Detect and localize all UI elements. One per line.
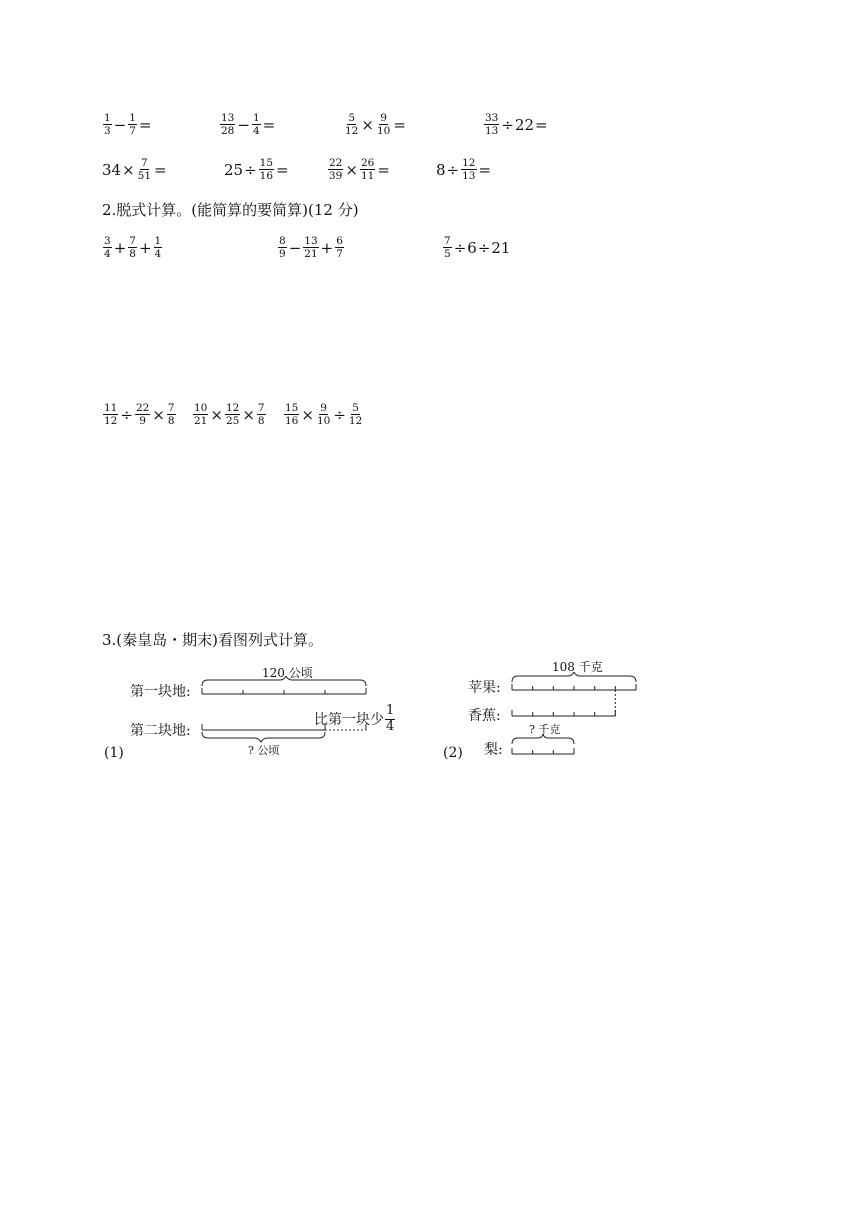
- fraction: $\frac{5}{12}$: [348, 402, 363, 428]
- operator: ÷: [120, 405, 133, 424]
- fraction: $\frac{22}{9}$: [135, 402, 150, 428]
- fraction: $\frac{12}{13}$: [462, 157, 476, 183]
- operator: ÷: [453, 238, 467, 257]
- fraction: $\frac{15}{16}$: [285, 402, 299, 428]
- fraction: $\frac{5}{12}$: [345, 112, 359, 138]
- operator: ÷: [333, 405, 346, 424]
- fraction: $\frac{7}{8}$: [129, 235, 136, 261]
- equals-sign: =: [535, 115, 548, 134]
- diagram-2-top-value: 108 千克: [552, 660, 603, 674]
- operator: −: [113, 115, 127, 134]
- equals-sign: =: [393, 115, 406, 134]
- diagram-2-pear-label: 梨:: [484, 742, 503, 758]
- operator: ÷: [501, 115, 514, 134]
- expr-4-1: [102, 402, 177, 427]
- expr-2-1: [102, 157, 168, 182]
- operator: −: [237, 115, 250, 134]
- diagram-2-drawing: [508, 672, 643, 762]
- expr-2-3: [327, 157, 391, 182]
- fraction: $\frac{13}{28}$: [221, 112, 235, 138]
- fraction: $\frac{1}{7}$: [129, 112, 136, 138]
- fraction: $\frac{9}{10}$: [316, 402, 331, 428]
- fraction: $\frac{7}{8}$: [257, 402, 265, 428]
- fraction: $\frac{33}{13}$: [485, 112, 499, 138]
- number: 8: [436, 160, 446, 179]
- diagram-2-number: (2): [443, 745, 463, 761]
- diagram-1-first-label: 第一块地:: [130, 684, 191, 700]
- fraction: $\frac{26}{11}$: [360, 157, 375, 183]
- expr-3-2: [277, 235, 345, 260]
- operator: ×: [361, 115, 374, 134]
- top-brace: [512, 672, 636, 682]
- fraction: $\frac{7}{8}$: [167, 402, 175, 428]
- operator: ×: [210, 405, 223, 424]
- fraction: $\frac{13}{21}$: [304, 235, 318, 261]
- expr-1-2: [219, 112, 276, 137]
- fraction: $\frac{6}{7}$: [336, 235, 343, 261]
- diagram-1-second-label: 第二块地:: [130, 723, 191, 739]
- expr-4-3: [283, 402, 364, 427]
- expr-4-2: [192, 402, 267, 427]
- fraction: $\frac{8}{9}$: [279, 235, 286, 261]
- diagram-1-number: (1): [104, 745, 124, 761]
- expr-3-3: [442, 235, 510, 260]
- expr-2-2: [224, 157, 290, 182]
- fraction: $\frac{12}{25}$: [225, 402, 240, 428]
- number: 25: [224, 160, 244, 179]
- operator: +: [113, 238, 127, 257]
- expr-2-4: [436, 157, 492, 182]
- operator: ÷: [446, 160, 460, 179]
- equals-sign: =: [138, 115, 152, 134]
- diagram-1-bottom-value: ? 公顷: [248, 744, 280, 757]
- fraction: $\frac{7}{51}$: [137, 157, 152, 183]
- expr-1-1: [102, 112, 153, 137]
- fraction: $\frac{1}{3}$: [104, 112, 111, 138]
- diagram-1-top-value: 120 公顷: [262, 666, 313, 680]
- fraction: $\frac{1}{4}$: [154, 235, 162, 261]
- equals-sign: =: [154, 160, 167, 179]
- section-2-title: 2.脱式计算。(能简算的要简算)(12 分): [102, 201, 359, 219]
- equals-sign: =: [478, 160, 492, 179]
- operator: ×: [152, 405, 165, 424]
- operator: +: [320, 238, 334, 257]
- section-3-title: 3.(秦皇岛・期末)看图列式计算。: [102, 631, 324, 649]
- operator: ÷: [244, 160, 257, 179]
- diagram-2-banana-label: 香蕉:: [468, 708, 501, 724]
- diagram-2-pear-value: ? 千克: [529, 723, 561, 736]
- operator: −: [288, 238, 302, 257]
- fraction: $\frac{22}{39}$: [329, 157, 343, 183]
- diagram-1-drawing: [196, 676, 376, 746]
- number: 22: [514, 115, 535, 134]
- operator: ×: [122, 160, 135, 179]
- fraction: $\frac{10}{21}$: [194, 402, 208, 428]
- bottom-brace: [202, 732, 325, 742]
- pear-brace: [512, 734, 574, 744]
- equals-sign: =: [276, 160, 289, 179]
- fraction: $\frac{15}{16}$: [259, 157, 274, 183]
- diagram-2-apple-label: 苹果:: [468, 680, 501, 696]
- equals-sign: =: [262, 115, 276, 134]
- fraction: $\frac{1}{4}$: [252, 112, 260, 138]
- operator: ×: [345, 160, 358, 179]
- expr-1-3: [343, 112, 407, 137]
- compare-text: 比第一块少: [314, 712, 384, 729]
- number: 6: [467, 238, 477, 257]
- expr-1-4: [483, 112, 549, 137]
- expr-3-1: [102, 235, 163, 260]
- operator: ×: [301, 405, 314, 424]
- fraction: $\frac{11}{12}$: [104, 402, 118, 428]
- number: 34: [102, 160, 122, 179]
- fraction: $\frac{9}{10}$: [376, 112, 391, 138]
- operator: ×: [242, 405, 255, 424]
- fraction: $\frac{1}{4}$: [386, 703, 395, 734]
- number: 21: [491, 238, 511, 257]
- equals-sign: =: [377, 160, 390, 179]
- operator: +: [138, 238, 152, 257]
- fraction: $\frac{7}{5}$: [444, 235, 451, 261]
- fraction: $\frac{3}{4}$: [104, 235, 111, 261]
- operator: ÷: [477, 238, 491, 257]
- top-brace: [202, 676, 366, 686]
